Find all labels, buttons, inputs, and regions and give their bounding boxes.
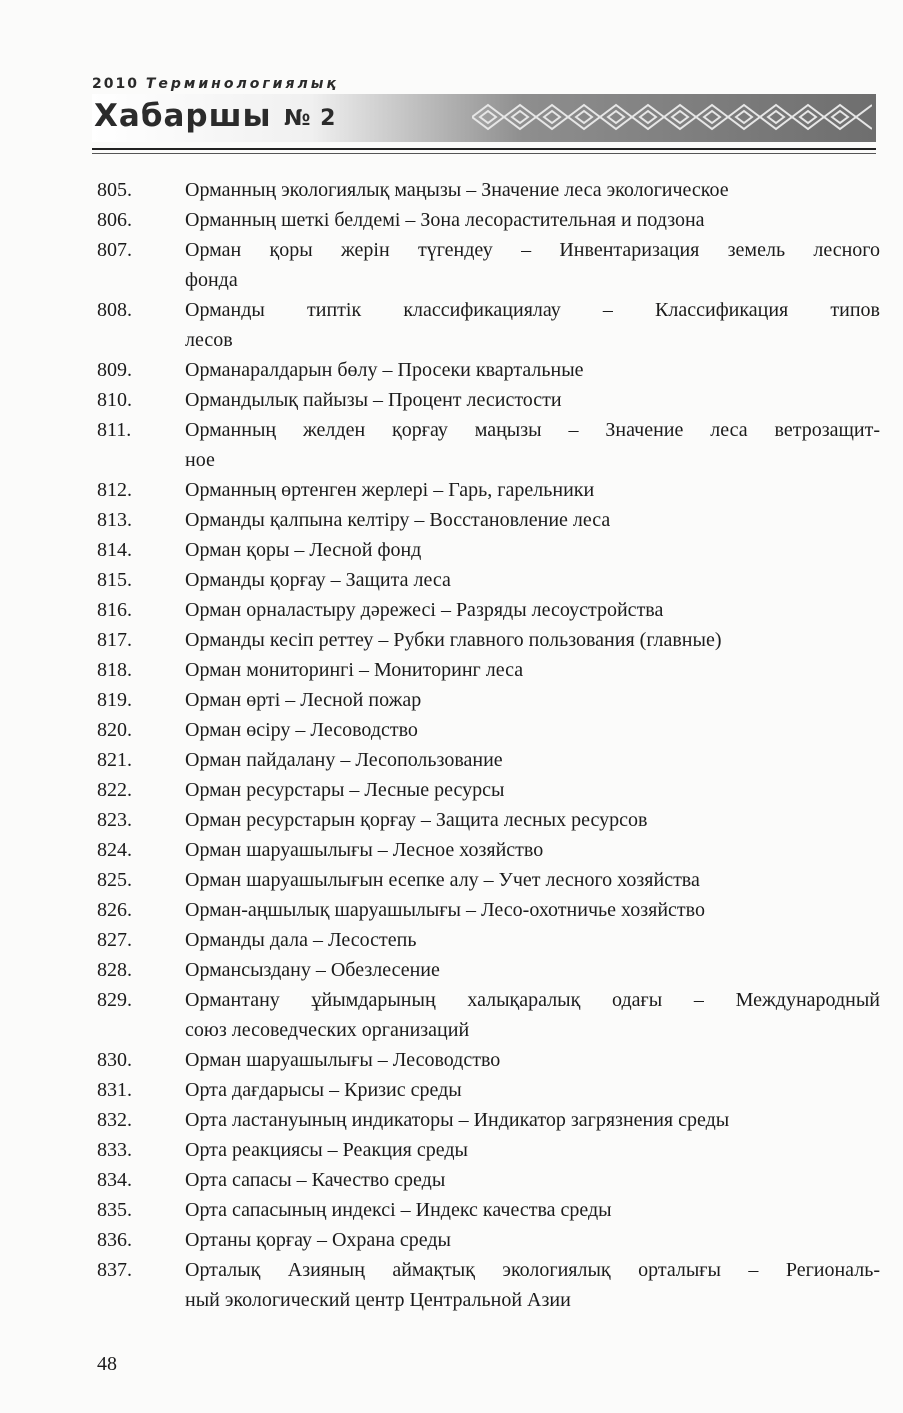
journal-year: 2010 (92, 76, 139, 92)
issue-number: № 2 (284, 106, 337, 131)
entry-text-line: Орман шаруашылығын есепке алу – Учет лесного хозяйства (185, 869, 700, 891)
entry-number: 807. (97, 239, 132, 261)
glossary-entry (97, 1195, 880, 1225)
entry-text-line: Орман өрті – Лесной пожар (185, 689, 422, 711)
entry-number: 824. (97, 839, 132, 861)
entry-number: 827. (97, 929, 132, 951)
entry-text-line: Орманның желден қорғау маңызы – Значение леса ветрозащит- (185, 419, 880, 441)
entry-text-line: Орталық Азияның аймақтық экологиялық орталығы – Региональ- (185, 1259, 880, 1281)
glossary-entry (97, 895, 880, 925)
entry-text-line: Орманның өртенген жерлері – Гарь, гарельники (185, 479, 595, 501)
entry-number: 814. (97, 539, 132, 561)
entry-number: 834. (97, 1169, 132, 1191)
entry-text (185, 1135, 880, 1165)
entry-number: 805. (97, 179, 132, 201)
entry-text-line: Орман орналастыру дәрежесі – Разряды лесоустройства (185, 599, 664, 621)
glossary-entry (97, 175, 880, 205)
entry-number: 817. (97, 629, 132, 651)
entry-text (185, 1195, 880, 1225)
entry-text-continuation: ный экологический центр Центральной Азии (185, 1289, 571, 1311)
entry-number: 813. (97, 509, 132, 531)
entry-text (185, 625, 880, 655)
glossary-entry (97, 1045, 880, 1075)
entry-text (185, 385, 880, 415)
entry-text-line: Орман қоры – Лесной фонд (185, 539, 422, 561)
glossary-entry (97, 745, 880, 775)
entry-text (185, 895, 880, 925)
header-rule-thin (92, 153, 876, 154)
title-band (92, 94, 876, 142)
entry-number: 826. (97, 899, 132, 921)
entry-number: 810. (97, 389, 132, 411)
entry-text-line: Орман ресурстары – Лесные ресурсы (185, 779, 505, 801)
entry-number: 830. (97, 1049, 132, 1071)
entry-text (185, 685, 880, 715)
entry-text (185, 355, 880, 385)
glossary-entry (97, 385, 880, 415)
entry-number: 811. (97, 419, 132, 441)
entry-text (185, 295, 880, 355)
header-rule (92, 148, 876, 150)
entry-text-line: Орта сапасы – Качество среды (185, 1169, 446, 1191)
entry-text-line: Орман шаруашылығы – Лесоводство (185, 1049, 501, 1071)
entry-text (185, 835, 880, 865)
glossary-entry (97, 805, 880, 835)
entry-text-line: Орта сапасының индексі – Индекс качества среды (185, 1199, 612, 1221)
entry-text (185, 415, 880, 475)
entry-text (185, 955, 880, 985)
entry-text (185, 985, 880, 1045)
glossary-entry (97, 955, 880, 985)
entry-text (185, 1255, 880, 1315)
entry-number: 822. (97, 779, 132, 801)
glossary-entry (97, 295, 880, 355)
entry-text-continuation: союз лесоведческих организаций (185, 1019, 470, 1041)
entry-text-continuation: фонда (185, 269, 238, 291)
entry-text (185, 475, 880, 505)
glossary-entry (97, 865, 880, 895)
glossary-entry (97, 475, 880, 505)
entry-text-continuation: ное (185, 449, 215, 471)
entry-text (185, 865, 880, 895)
entry-text (185, 595, 880, 625)
glossary-entry (97, 415, 880, 475)
glossary-entry (97, 1255, 880, 1315)
entry-text-line: Ормантану ұйымдарының халықаралық одағы – Международный (185, 989, 880, 1011)
glossary-entry (97, 655, 880, 685)
glossary-entry (97, 1075, 880, 1105)
entry-number: 818. (97, 659, 132, 681)
entry-number: 835. (97, 1199, 132, 1221)
entry-text-line: Орта ластануының индикаторы – Индикатор загрязнения среды (185, 1109, 730, 1131)
entry-text-line: Орман мониторингі – Мониторинг леса (185, 659, 524, 681)
entry-text (185, 1045, 880, 1075)
entry-number: 806. (97, 209, 132, 231)
glossary-entry (97, 1165, 880, 1195)
glossary-entry (97, 625, 880, 655)
entry-text-line: Орманның шеткі белдемі – Зона лесорастительная и подзона (185, 209, 705, 231)
entry-text-line: Ормансыздану – Обезлесение (185, 959, 440, 981)
entry-text-line: Орманды дала – Лесостепь (185, 929, 417, 951)
entry-text-line: Орман өсіру – Лесоводство (185, 719, 418, 741)
glossary-entry (97, 235, 880, 295)
glossary-entry (97, 835, 880, 865)
entry-number: 836. (97, 1229, 132, 1251)
page-header (92, 70, 876, 160)
entry-number: 828. (97, 959, 132, 981)
entry-number: 837. (97, 1259, 132, 1281)
entry-number: 833. (97, 1139, 132, 1161)
glossary-entry (97, 1225, 880, 1255)
magazine-title: Хабаршы (94, 98, 272, 134)
entry-text (185, 205, 880, 235)
entry-text (185, 1075, 880, 1105)
entry-text-line: Ормандылық пайызы – Процент лесистости (185, 389, 562, 411)
entry-text (185, 175, 880, 205)
glossary-entry (97, 355, 880, 385)
journal-year-line (92, 76, 339, 92)
entry-text (185, 715, 880, 745)
entry-text-line: Орта реакциясы – Реакция среды (185, 1139, 468, 1161)
entry-text (185, 1225, 880, 1255)
glossary-entry (97, 595, 880, 625)
entry-text-continuation: лесов (185, 329, 233, 351)
entry-text-line: Ортаны қорғау – Охрана среды (185, 1229, 451, 1251)
entry-number: 821. (97, 749, 132, 771)
entry-text-line: Орман-аңшылық шаруашылығы – Лесо-охотничье хозяйство (185, 899, 705, 921)
entry-number: 832. (97, 1109, 132, 1131)
entry-text (185, 925, 880, 955)
entry-number: 816. (97, 599, 132, 621)
page-number: 48 (97, 1353, 117, 1375)
glossary-entry (97, 1135, 880, 1165)
entry-text-line: Орман ресурстарын қорғау – Защита лесных ресурсов (185, 809, 648, 831)
glossary-entry (97, 205, 880, 235)
entry-number: 825. (97, 869, 132, 891)
glossary-entries (97, 175, 880, 1315)
entry-number: 820. (97, 719, 132, 741)
entry-text-line: Орман шаруашылығы – Лесное хозяйство (185, 839, 544, 861)
glossary-entry (97, 925, 880, 955)
entry-text-line: Орманды кесіп реттеу – Рубки главного пользования (главные) (185, 629, 722, 651)
entry-text-line: Орман пайдалану – Лесопользование (185, 749, 503, 771)
ornament-pattern (472, 100, 872, 134)
entry-number: 831. (97, 1079, 132, 1101)
entry-text-line: Орманды қалпына келтіру – Восстановление леса (185, 509, 611, 531)
entry-text-line: Орманды қорғау – Защита леса (185, 569, 451, 591)
entry-number: 812. (97, 479, 132, 501)
glossary-entry (97, 565, 880, 595)
entry-text-line: Орман қоры жерін түгендеу – Инвентаризация земель лесного (185, 239, 880, 261)
entry-number: 808. (97, 299, 132, 321)
entry-text (185, 1165, 880, 1195)
entry-number: 809. (97, 359, 132, 381)
glossary-entry (97, 505, 880, 535)
entry-text (185, 235, 880, 295)
entry-text (185, 565, 880, 595)
entry-text-line: Орманның экологиялық маңызы – Значение леса экологическое (185, 179, 729, 201)
journal-term-word: Терминологиялық (145, 76, 339, 92)
glossary-entry (97, 985, 880, 1045)
entry-text (185, 655, 880, 685)
entry-text (185, 805, 880, 835)
entry-text (185, 535, 880, 565)
glossary-entry (97, 775, 880, 805)
entry-text-line: Орта дағдарысы – Кризис среды (185, 1079, 462, 1101)
entry-number: 823. (97, 809, 132, 831)
entry-text (185, 505, 880, 535)
entry-text (185, 1105, 880, 1135)
entry-number: 829. (97, 989, 132, 1011)
entry-number: 819. (97, 689, 132, 711)
glossary-entry (97, 685, 880, 715)
entry-text-line: Орманаралдарын бөлу – Просеки квартальные (185, 359, 584, 381)
entry-number: 815. (97, 569, 132, 591)
entry-text (185, 745, 880, 775)
glossary-entry (97, 535, 880, 565)
glossary-entry (97, 715, 880, 745)
entry-text-line: Орманды типтік классификациялау – Классификация типов (185, 299, 880, 321)
glossary-entry (97, 1105, 880, 1135)
entry-text (185, 775, 880, 805)
